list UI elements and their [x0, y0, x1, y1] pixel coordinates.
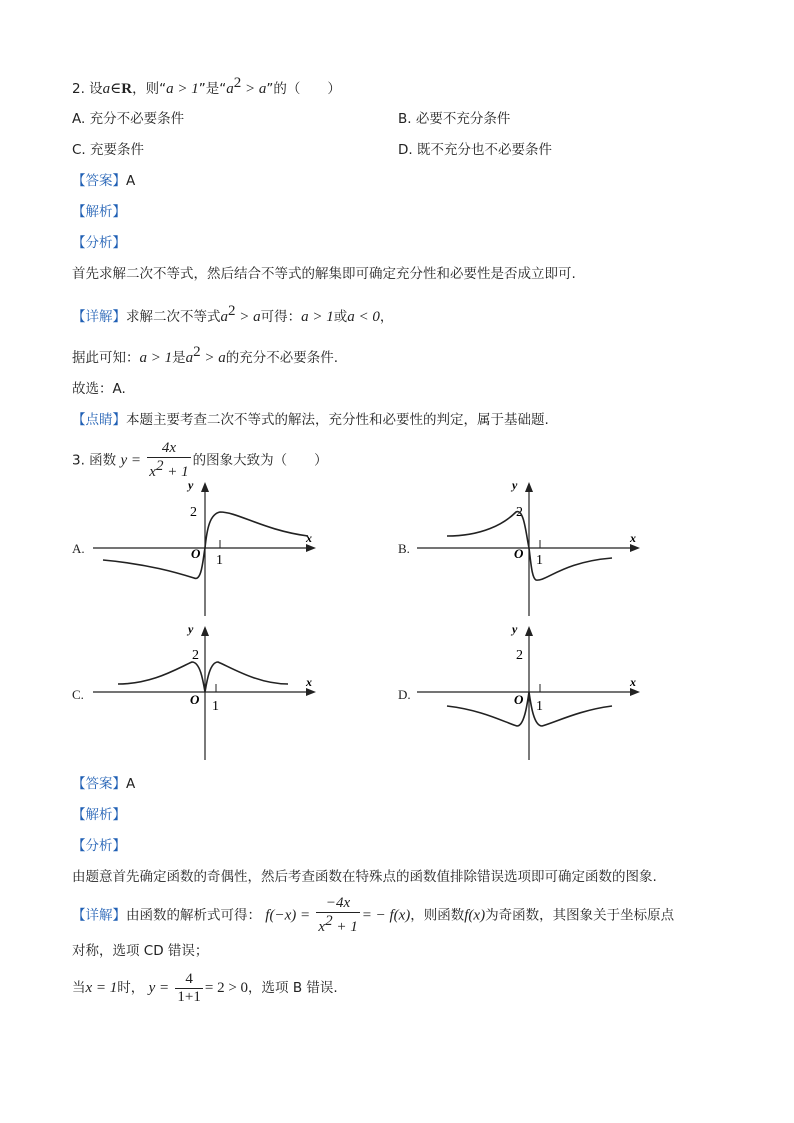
x-axis-arrow-icon — [306, 688, 316, 696]
y-axis-arrow-icon — [525, 626, 533, 636]
x-axis-arrow-icon — [630, 688, 640, 696]
one-label: 1 — [536, 553, 543, 568]
y-label: y — [188, 478, 194, 492]
curve — [118, 662, 288, 692]
x-label: x — [630, 675, 636, 689]
option-d[interactable]: D. 既不充分也不必要条件 — [398, 142, 552, 158]
origin-label: O — [191, 546, 201, 561]
detail-fraction: $\frac{-4x}{x^2 + 1}$ — [318, 895, 358, 935]
when-fraction: $\frac{4}{1+1}$ — [177, 970, 201, 1005]
q2-dianjing: 【点睛】本题主要考查二次不等式的解法，充分性和必要性的判定，属于基础题. — [72, 412, 549, 428]
one-label: 1 — [212, 699, 219, 714]
q3-fraction: $\frac{4x}{x^2 + 1}$ — [149, 440, 189, 480]
q3-when: 当x = 1时， y = $\frac{4}{1+1}$ = 2 > 0，选项 B 错误. — [72, 970, 338, 1005]
x-label: x — [306, 531, 312, 545]
y-label: y — [512, 622, 518, 636]
x-label: x — [630, 531, 636, 545]
two-label: 2 — [192, 648, 199, 663]
q3-detail: 【详解】由函数的解析式可得： f(−x) = $\frac{-4x}{x^2 + 1}$ = − f(x)，则函数f(x)为奇函数，其图象关于坐标原点 — [72, 895, 675, 935]
option-c[interactable]: C. 充要条件 — [72, 142, 145, 158]
y-axis-arrow-icon — [201, 626, 209, 636]
q3-fenxi-tag: 【分析】 — [72, 838, 126, 854]
origin-label: O — [514, 692, 524, 707]
x-axis-arrow-icon — [630, 544, 640, 552]
q3-stem: 3. 函数 y = $\frac{4x}{x^2 + 1}$ 的图象大致为（ ） — [72, 440, 328, 480]
y-label: y — [512, 478, 518, 492]
q3-answer: 【答案】A — [72, 776, 136, 792]
q2-conclude: 据此可知：a > 1是$a^2 > a$的充分不必要条件. — [72, 344, 339, 366]
graph-b-label: B. — [398, 541, 410, 556]
graph-b[interactable] — [412, 478, 644, 618]
one-label: 1 — [216, 553, 223, 568]
q3-jiexi-tag: 【解析】 — [72, 807, 126, 823]
q2-detail: 【详解】求解二次不等式$a^2 > a$可得：a > 1或a < 0， — [72, 303, 394, 325]
graph-d[interactable] — [412, 622, 644, 762]
graph-a[interactable] — [88, 478, 320, 618]
graph-c[interactable] — [88, 622, 320, 762]
one-label: 1 — [536, 699, 543, 714]
graph-d-label: D. — [398, 687, 411, 702]
y-axis-arrow-icon — [201, 482, 209, 492]
x-label: x — [306, 675, 312, 689]
q3-fenxi-text: 由题意首先确定函数的奇偶性，然后考查函数在特殊点的函数值排除错误选项即可确定函数的图象. — [72, 869, 657, 885]
q2-fenxi-tag: 【分析】 — [72, 235, 126, 251]
option-a[interactable]: A. 充分不必要条件 — [72, 111, 185, 127]
two-label: 2 — [190, 505, 197, 520]
q2-jiexi-tag: 【解析】 — [72, 204, 126, 220]
q3-detail-cont: 对称，选项 CD 错误； — [72, 943, 209, 959]
y-axis-arrow-icon — [525, 482, 533, 492]
q2-stem: 2. 设a∈R，则“a > 1”是“$a^2 > a$”的（ ） — [72, 75, 341, 97]
graph-c-label: C. — [72, 687, 84, 702]
q2-fenxi-text: 首先求解二次不等式，然后结合不等式的解集即可确定充分性和必要性是否成立即可. — [72, 266, 576, 282]
x-axis-arrow-icon — [306, 544, 316, 552]
q2-answer: 【答案】A — [72, 173, 136, 189]
graph-a-label: A. — [72, 541, 85, 556]
two-label: 2 — [516, 505, 523, 520]
origin-label: O — [514, 546, 524, 561]
option-b[interactable]: B. 必要不充分条件 — [398, 111, 511, 127]
two-label: 2 — [516, 648, 523, 663]
origin-label: O — [190, 692, 200, 707]
y-label: y — [188, 622, 194, 636]
q2-choose: 故选：A. — [72, 381, 126, 397]
